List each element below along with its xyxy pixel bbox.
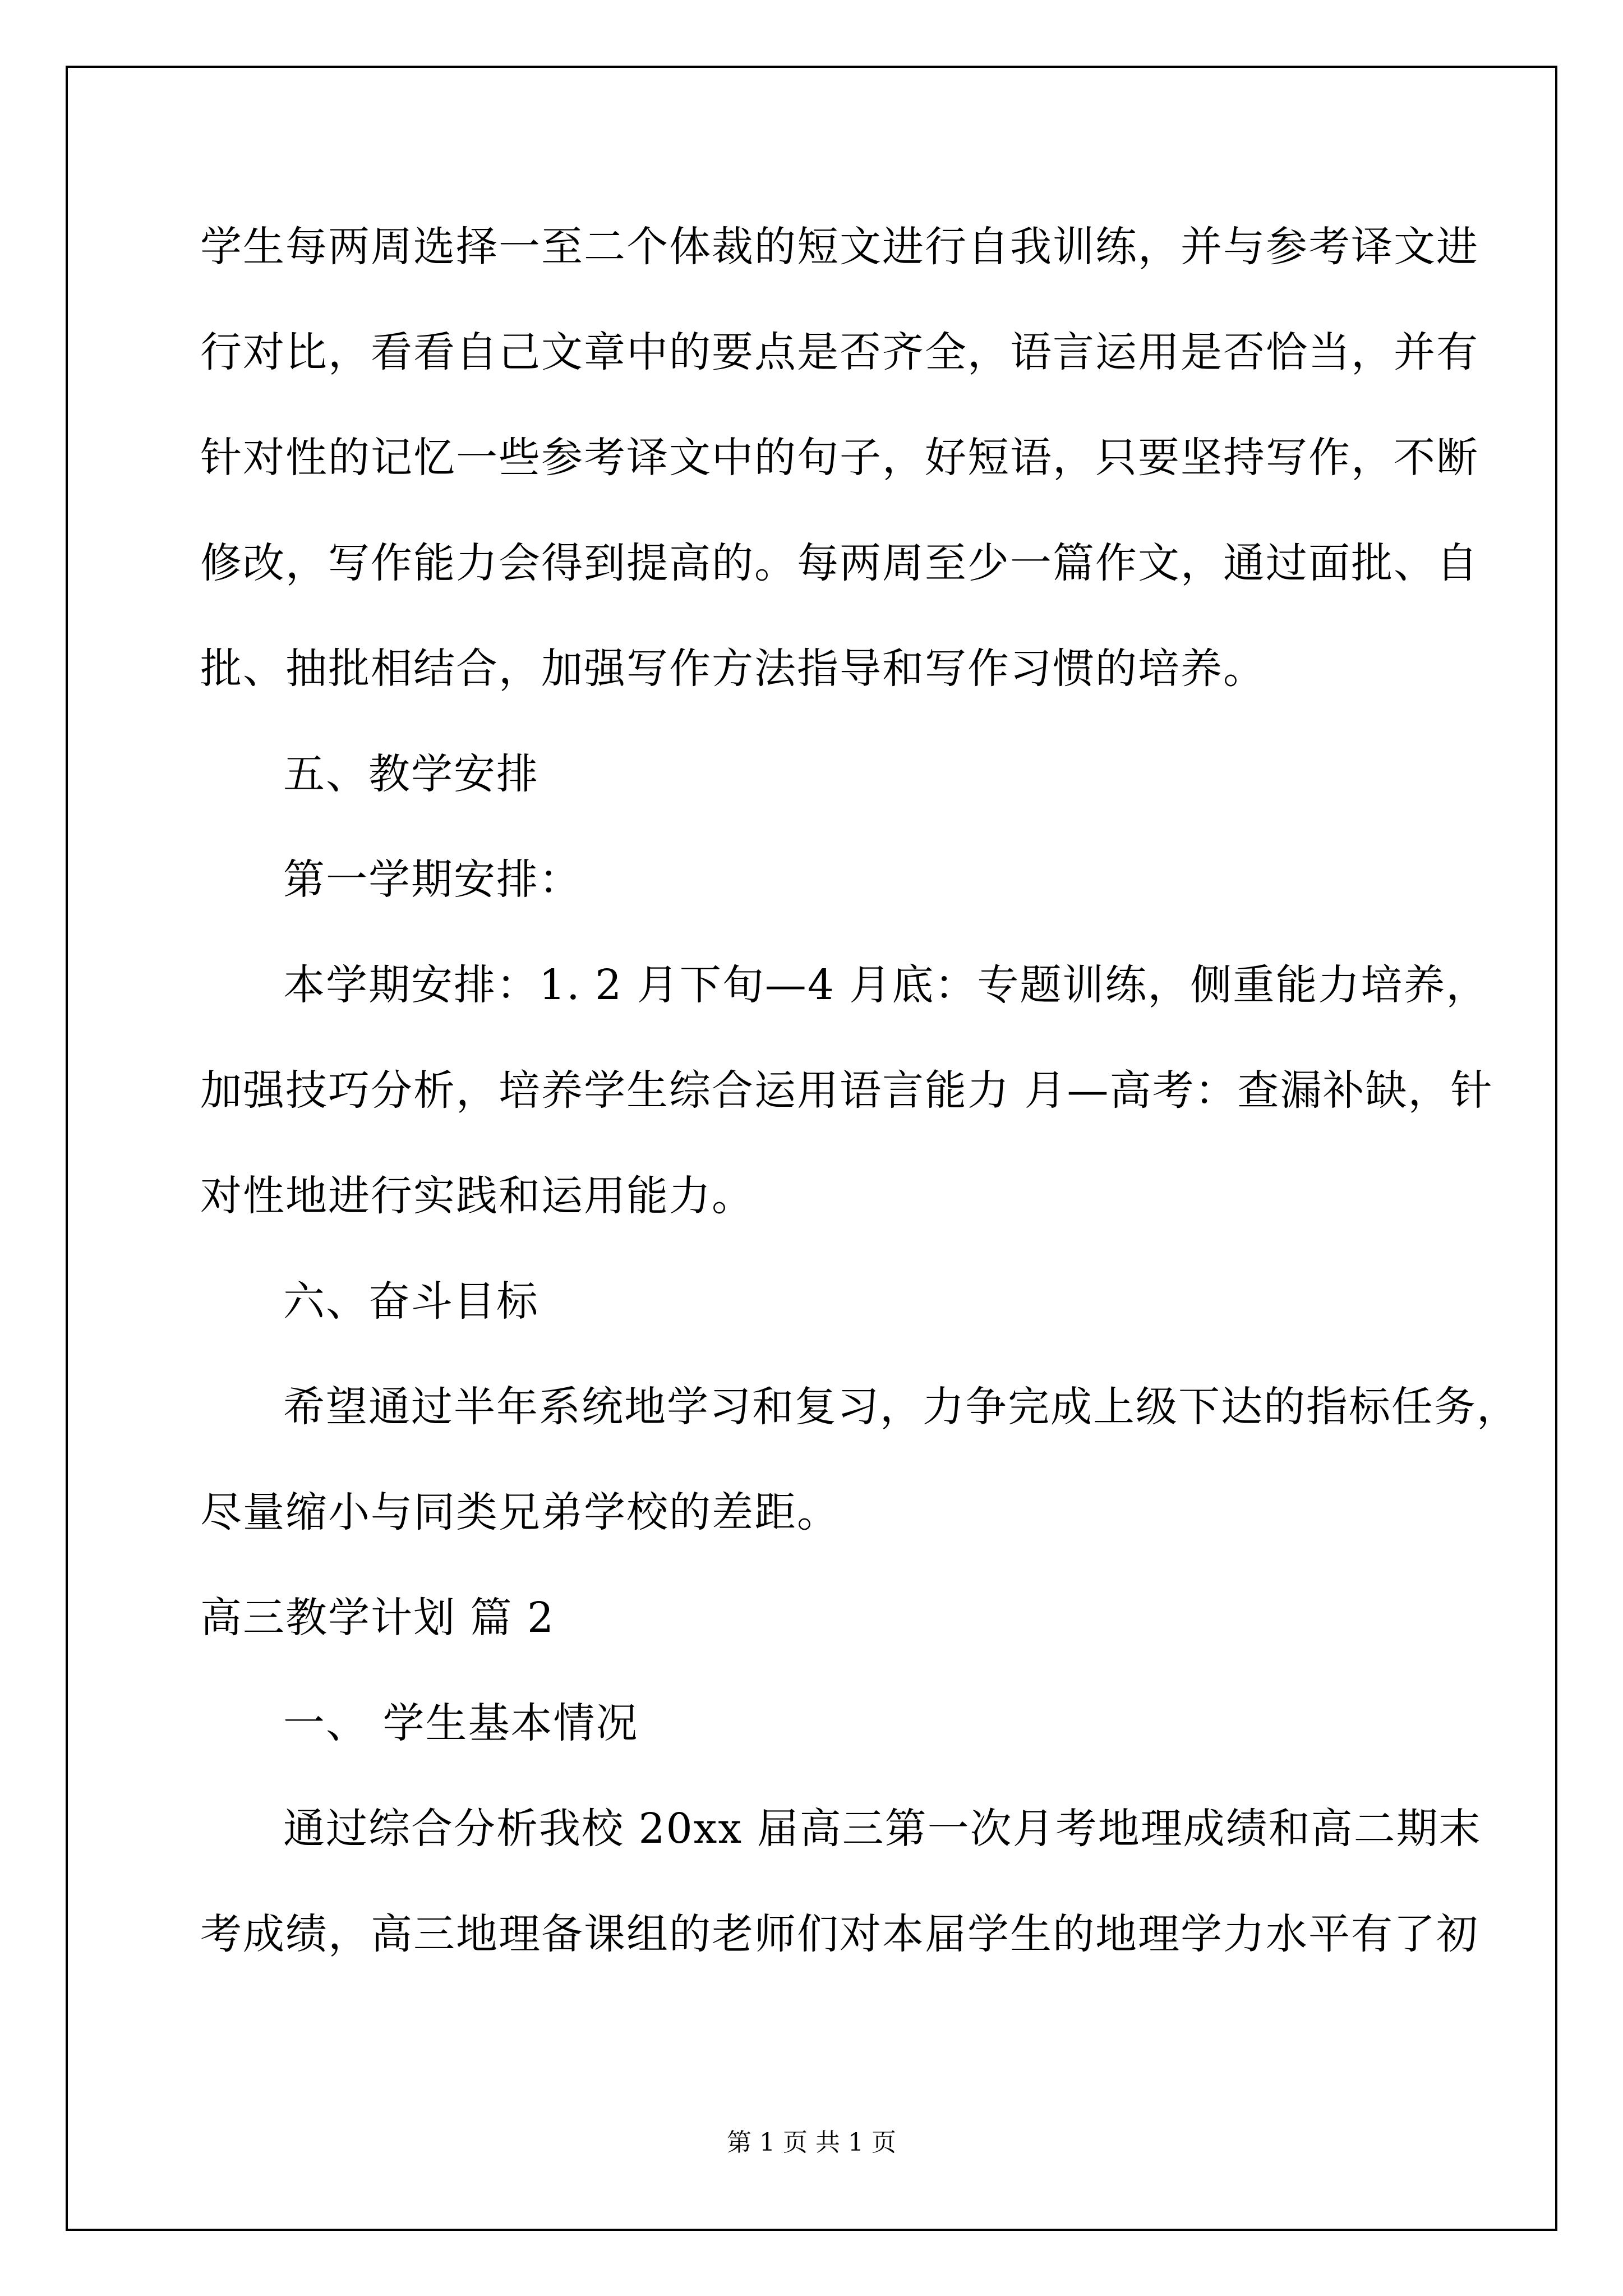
- text-line: 本学期安排：1. 2 月下旬—4 月底：专题训练，侧重能力培养，: [283, 961, 1489, 1009]
- text-line: 行对比，看看自己文章中的要点是否齐全，语言运用是否恰当，并有: [200, 328, 1479, 376]
- document-body: [200, 222, 1519, 2014]
- text-line: 尽量缩小与同类兄弟学校的差距。: [200, 1488, 840, 1536]
- text-line: 对性地进行实践和运用能力。: [200, 1172, 754, 1220]
- page-number-footer: 第 1 页 共 1 页: [727, 2128, 896, 2157]
- text-line: 批、抽批相结合，加强写作方法指导和写作习惯的培养。: [200, 645, 1266, 693]
- text-line: 考成绩，高三地理备课组的老师们对本届学生的地理学力水平有了初: [200, 1910, 1479, 1958]
- section-heading: 六、奋斗目标: [283, 1277, 539, 1326]
- subsection-heading: 第一学期安排：: [283, 855, 582, 904]
- text-line: 修改，写作能力会得到提高的。每两周至少一篇作文，通过面批、自: [200, 539, 1479, 587]
- text-line: 通过综合分析我校 20xx 届高三第一次月考地理成绩和高二期末: [283, 1805, 1482, 1853]
- section-heading: 一、 学生基本情况: [283, 1699, 639, 1747]
- text-line: 加强技巧分析，培养学生综合运用语言能力 月—高考：查漏补缺，针: [200, 1066, 1493, 1115]
- text-line: 针对性的记忆一些参考译文中的句子，好短语，只要坚持写作，不断: [200, 434, 1479, 482]
- text-line: 学生每两周选择一至二个体裁的短文进行自我训练，并与参考译文进: [200, 223, 1479, 271]
- text-line: 希望通过半年系统地学习和复习，力争完成上级下达的指标任务，: [283, 1383, 1519, 1431]
- article-title: 高三教学计划 篇 2: [200, 1594, 555, 1642]
- section-heading: 五、教学安排: [283, 750, 539, 798]
